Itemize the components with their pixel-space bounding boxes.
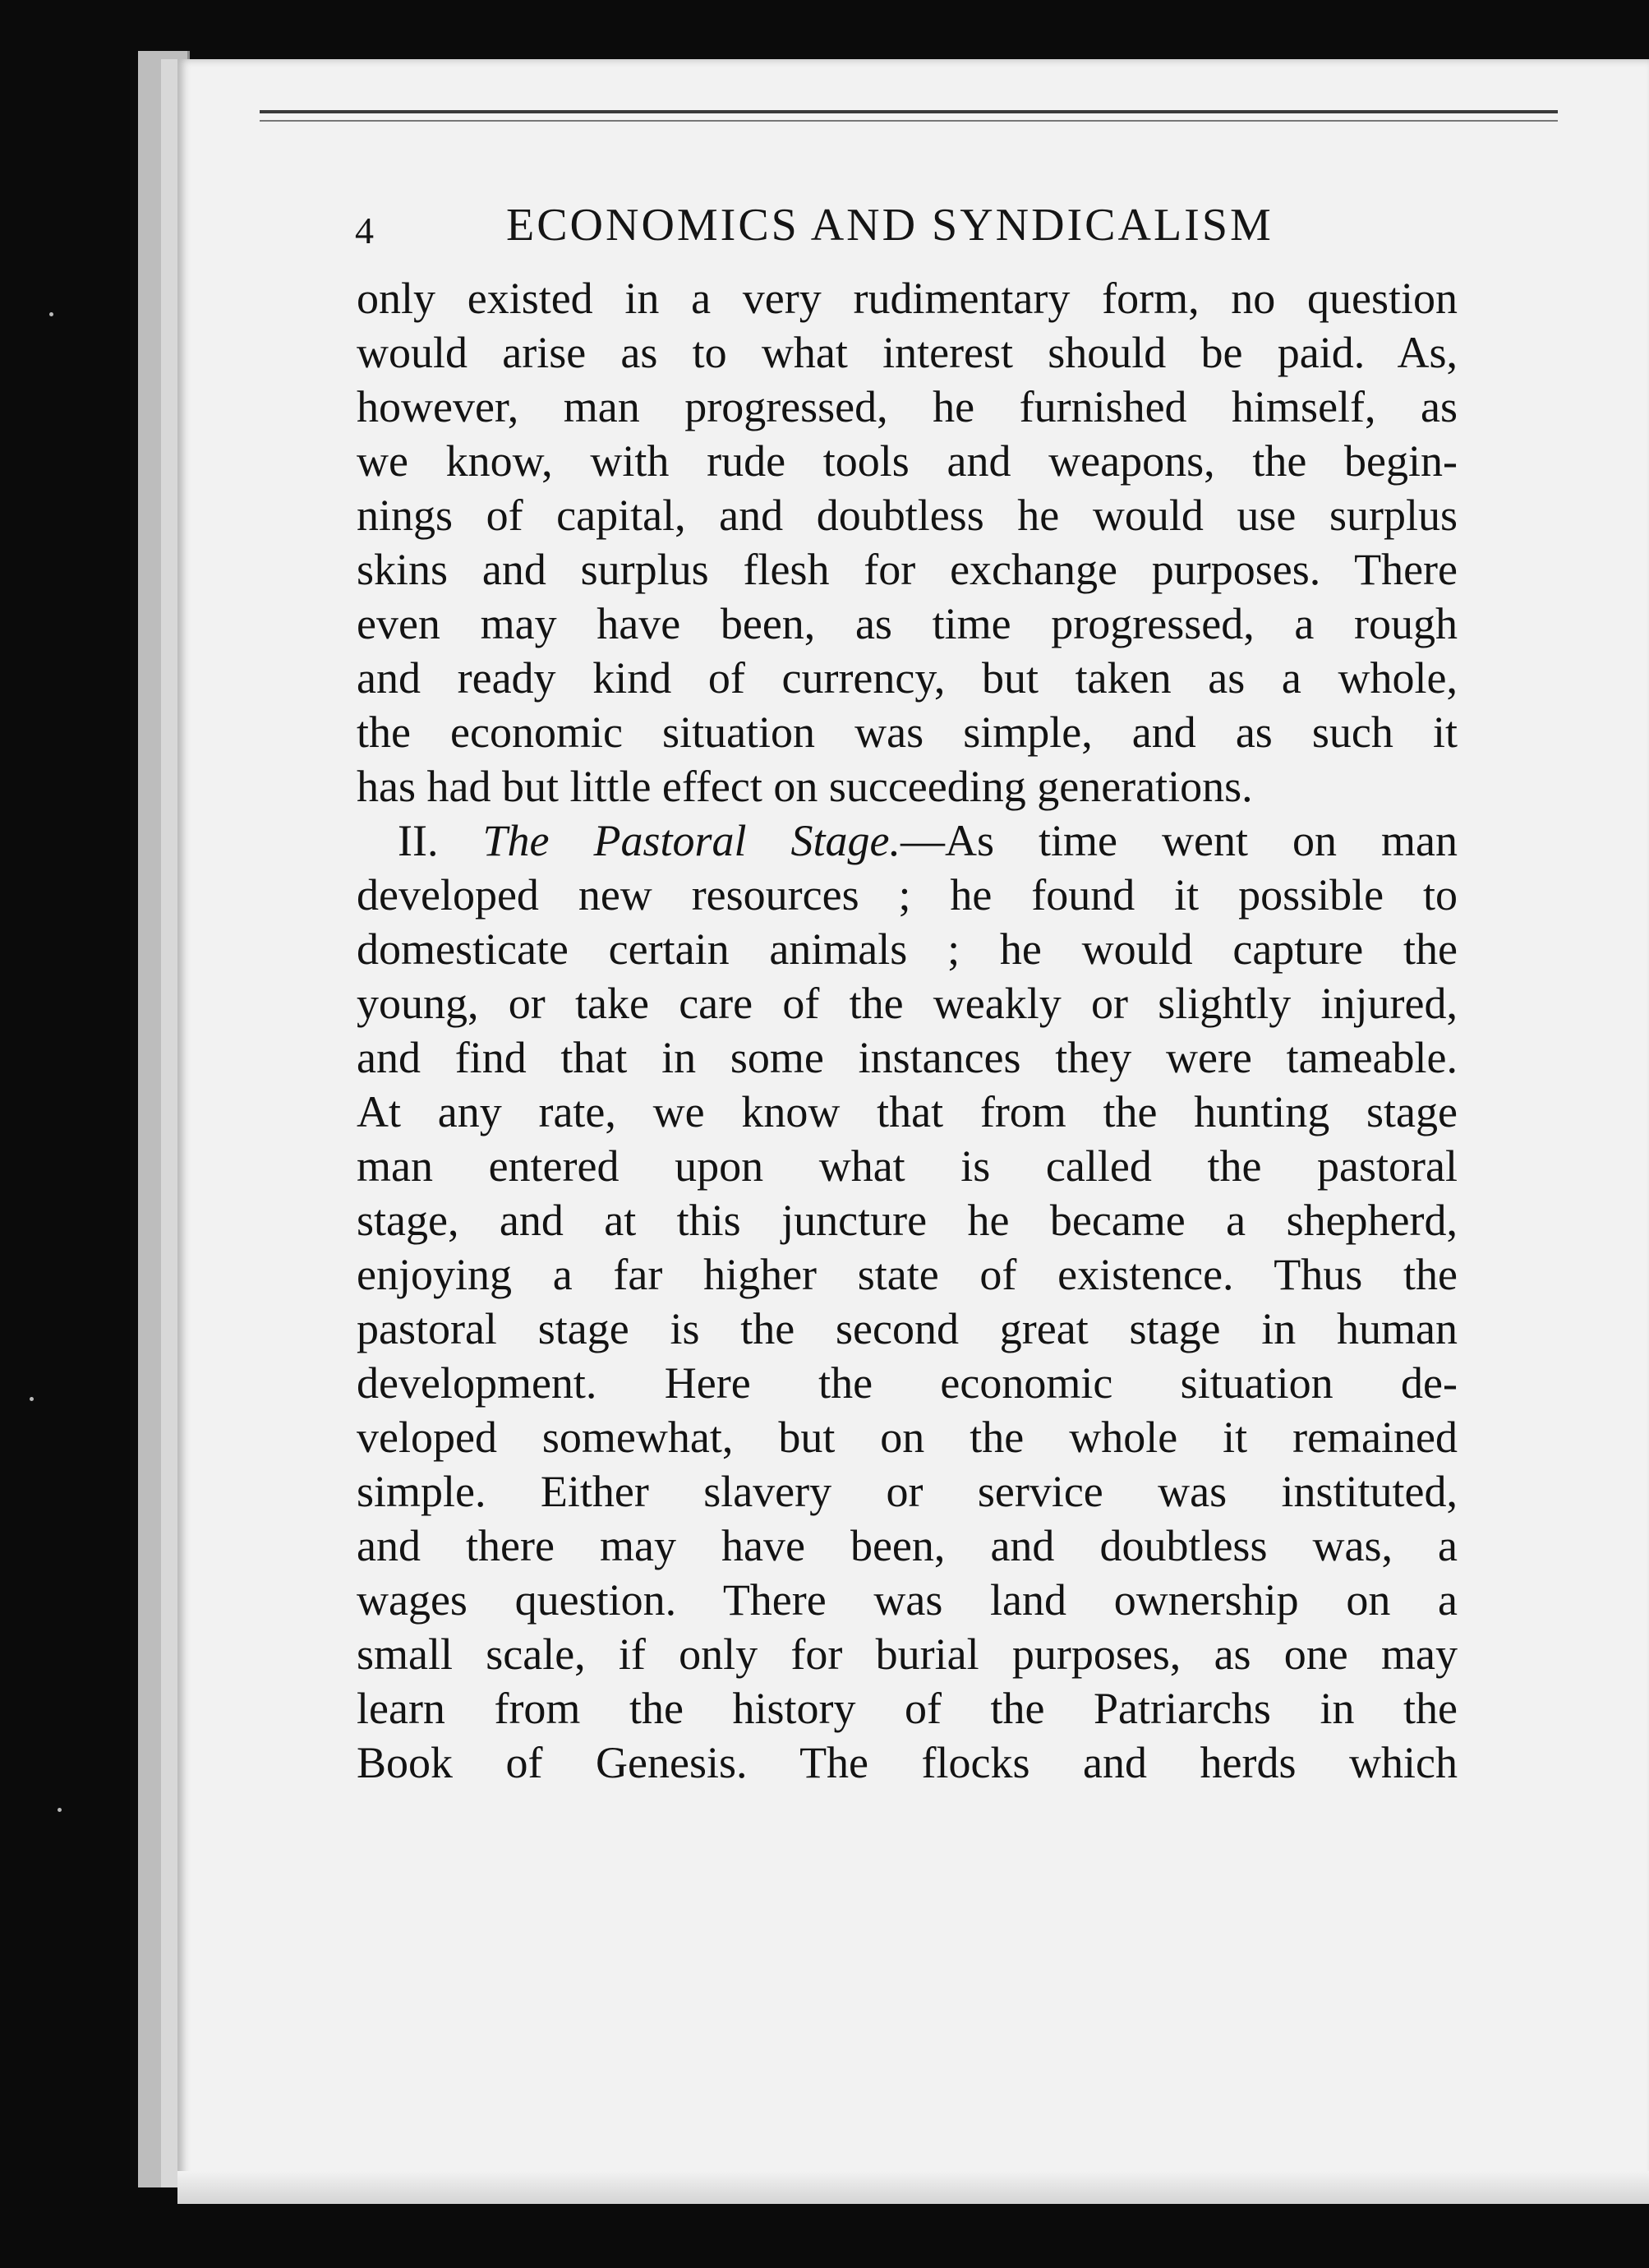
text-line: even may have been, as time progressed, a rough bbox=[357, 599, 1458, 648]
section-heading-line bbox=[357, 814, 1458, 868]
text-line: has had but little effect on succeeding generations. bbox=[357, 762, 1253, 811]
text-line: skins and surplus flesh for exchange purposes. There bbox=[357, 545, 1458, 594]
text-line: and there may have been, and doubtless was, a bbox=[357, 1521, 1458, 1570]
text-line: however, man progressed, he furnished himself, as bbox=[357, 382, 1458, 431]
text-line: enjoying a far higher state of existence. Thus the bbox=[357, 1250, 1458, 1299]
text-line: the economic situation was simple, and as such it bbox=[357, 708, 1458, 757]
top-rule bbox=[260, 110, 1558, 113]
text-line: domesticate certain animals ; he would capture the bbox=[357, 924, 1458, 974]
scan-speck bbox=[30, 1397, 34, 1401]
text-line: nings of capital, and doubtless he would use surplus bbox=[357, 491, 1458, 540]
text-line: development. Here the economic situation de- bbox=[357, 1358, 1458, 1408]
text-line: wages question. There was land ownership on a bbox=[357, 1575, 1458, 1625]
text-line: only existed in a very rudimentary form, no question bbox=[357, 274, 1458, 323]
text-line: stage, and at this juncture he became a shepherd, bbox=[357, 1196, 1458, 1245]
text-line: we know, with rude tools and weapons, the begin- bbox=[357, 436, 1458, 486]
text-line: pastoral stage is the second great stage in human bbox=[357, 1304, 1458, 1353]
text-line: simple. Either slavery or service was instituted, bbox=[357, 1467, 1458, 1516]
running-title: ECONOMICS AND SYNDICALISM bbox=[506, 200, 1274, 251]
section-heading-continuation: —As time went on man bbox=[901, 816, 1458, 865]
scan-speck bbox=[58, 1808, 62, 1812]
text-line: would arise as to what interest should be paid. As, bbox=[357, 328, 1458, 377]
text-line: veloped somewhat, but on the whole it remained bbox=[357, 1413, 1458, 1462]
text-line: and find that in some instances they were tameable. bbox=[357, 1033, 1458, 1082]
text-line: At any rate, we know that from the hunting stage bbox=[357, 1087, 1458, 1136]
text-line: and ready kind of currency, but taken as a whole, bbox=[357, 653, 1458, 703]
text-line: developed new resources ; he found it possible to bbox=[357, 870, 1458, 920]
text-line: man entered upon what is called the pastoral bbox=[357, 1141, 1458, 1191]
text-line: learn from the history of the Patriarchs in the bbox=[357, 1684, 1458, 1733]
section-heading: The Pastoral Stage. bbox=[482, 816, 901, 865]
body-text bbox=[357, 271, 1458, 1790]
page-bottom-edge bbox=[177, 2171, 1649, 2204]
page-number: 4 bbox=[355, 210, 374, 251]
top-rule bbox=[260, 120, 1558, 122]
running-head bbox=[355, 191, 1522, 273]
scan-speck bbox=[49, 312, 53, 316]
section-numeral: II. bbox=[398, 816, 439, 865]
text-line: young, or take care of the weakly or slightly injured, bbox=[357, 979, 1458, 1028]
text-line: small scale, if only for burial purposes, as one may bbox=[357, 1630, 1458, 1679]
text-line: Book of Genesis. The flocks and herds which bbox=[357, 1738, 1458, 1787]
